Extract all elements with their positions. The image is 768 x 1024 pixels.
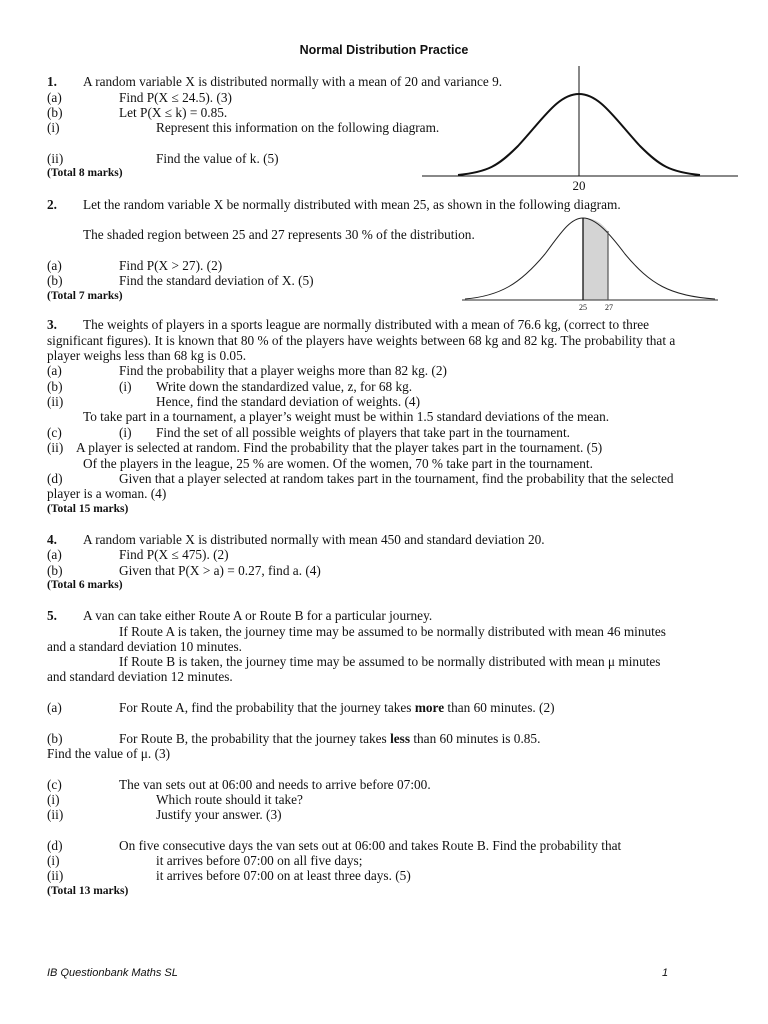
shaded-region — [583, 218, 608, 300]
q5-route-b-l1: If Route B is taken, the journey time may be assumed to be normally distributed with mean μ minutes — [119, 654, 661, 669]
q2-part-b: (b) Find the standard deviation of X. (5) — [47, 273, 314, 288]
q4-part-b: (b) Given that P(X > a) = 0.27, find a. (4) — [47, 563, 321, 578]
q1-stem: 1. A random variable X is distributed normally with a mean of 20 and variance 9. — [47, 74, 503, 89]
q3-part-c-ii: (ii) A player is selected at random. Find the probability that the player takes part in the tournament. (5) — [47, 440, 603, 455]
q1-part-b: (b) Let P(X ≤ k) = 0.85. — [47, 105, 228, 120]
q1-normal-curve-diagram — [418, 64, 740, 194]
q5-part-b-2: Find the value of μ. (3) — [47, 746, 171, 761]
footer-source: IB Questionbank Maths SL — [47, 967, 178, 979]
q3-stem-l2: significant figures). It is known that 80 % of the players have weights between 68 kg and 82 kg. The probability that a — [47, 333, 676, 348]
q5-part-b: (b) For Route B, the probability that the journey takes less than 60 minutes is 0.85. — [47, 731, 541, 746]
q2-part-a: (a) Find P(X > 27). (2) — [47, 258, 223, 273]
q1-part-b-ii: (ii) Find the value of k. (5) — [47, 151, 279, 166]
q5-route-b-l2: and standard deviation 12 minutes. — [47, 669, 233, 684]
q4-total-marks: (Total 6 marks) — [47, 579, 123, 591]
q3-part-d-2: player is a woman. (4) — [47, 486, 167, 501]
q3-part-b-ii: (ii) Hence, find the standard deviation of weights. (4) — [47, 394, 421, 409]
q1-total-marks: (Total 8 marks) — [47, 167, 123, 179]
q3-women-text: Of the players in the league, 25 % are women. Of the women, 70 % take part in the tournament. — [83, 456, 593, 471]
q3-part-d: (d) Given that a player selected at random takes part in the tournament, find the probability that the selected — [47, 471, 674, 486]
q3-stem-l3: player weighs less than 68 kg is 0.05. — [47, 348, 247, 363]
q3-part-a: (a) Find the probability that a player weighs more than 82 kg. (2) — [47, 363, 447, 378]
q2-shaded-normal-diagram — [460, 214, 720, 314]
q3-total-marks: (Total 15 marks) — [47, 503, 129, 515]
q1-part-a: (a) Find P(X ≤ 24.5). (3) — [47, 90, 232, 105]
q3-stem-l1: 3. The weights of players in a sports league are normally distributed with a mean of 76.6 kg, (correct to three — [47, 317, 650, 332]
q5-part-c-i: (i) Which route should it take? — [47, 792, 303, 807]
q5-stem: 5. A van can take either Route A or Route B for a particular journey. — [47, 608, 433, 623]
q5-part-d-ii: (ii) it arrives before 07:00 on at least three days. (5) — [47, 868, 411, 883]
q5-total-marks: (Total 13 marks) — [47, 885, 129, 897]
q3-tournament-text: To take part in a tournament, a player’s weight must be within 1.5 standard deviations of the mean. — [83, 409, 610, 424]
q5-part-d: (d) On five consecutive days the van sets out at 06:00 and takes Route B. Find the probability that — [47, 838, 622, 853]
label-25: 25 — [579, 303, 587, 312]
q5-route-a-l1: If Route A is taken, the journey time may be assumed to be normally distributed with mean 46 minutes — [119, 624, 666, 639]
q5-part-a: (a) For Route A, find the probability that the journey takes more than 60 minutes. (2) — [47, 700, 555, 715]
q3-part-b-i: (b) (i) Write down the standardized value, z, for 68 kg. — [47, 379, 413, 394]
q2-stem: 2. Let the random variable X be normally distributed with mean 25, as shown in the following diagram. — [47, 197, 621, 212]
q4-stem: 4. A random variable X is distributed normally with mean 450 and standard deviation 20. — [47, 532, 545, 547]
q1-part-b-i: (i) Represent this information on the following diagram. — [47, 120, 440, 135]
q5-part-c-ii: (ii) Justify your answer. (3) — [47, 807, 282, 822]
q5-part-d-i: (i) it arrives before 07:00 on all five days; — [47, 853, 363, 868]
q2-total-marks: (Total 7 marks) — [47, 290, 123, 302]
page-title: Normal Distribution Practice — [299, 43, 469, 57]
q2-stem-2: The shaded region between 25 and 27 represents 30 % of the distribution. — [83, 227, 475, 242]
q1-mean-label: 20 — [572, 178, 586, 193]
q5-route-a-l2: and a standard deviation 10 minutes. — [47, 639, 242, 654]
q3-part-c-i: (c) (i) Find the set of all possible weights of players that take part in the tournament. — [47, 425, 570, 440]
q5-part-c: (c) The van sets out at 06:00 and needs to arrive before 07:00. — [47, 777, 431, 792]
q4-part-a: (a) Find P(X ≤ 475). (2) — [47, 547, 229, 562]
page-number: 1 — [662, 967, 669, 979]
label-27: 27 — [605, 303, 613, 312]
